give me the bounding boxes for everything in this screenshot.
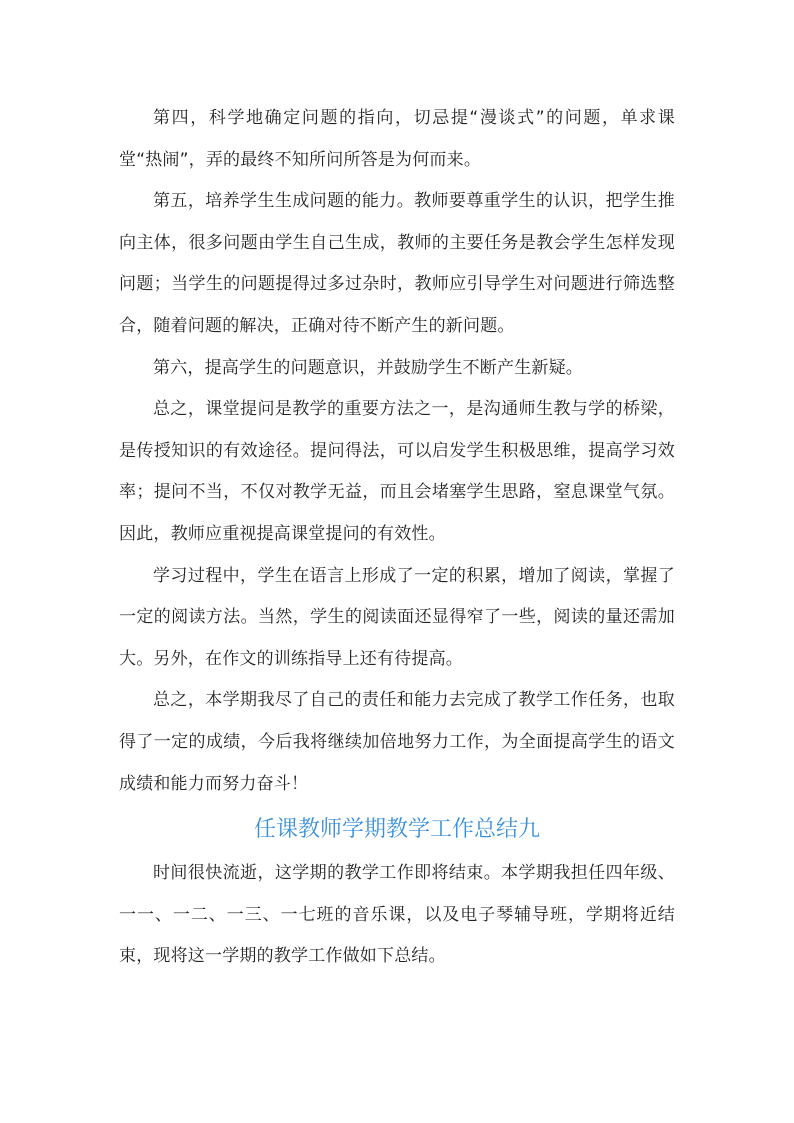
- document-page: [119, 98, 675, 978]
- paragraph-learning-process: 学习过程中，学生在语言上形成了一定的积累，增加了阅读，掌握了一定的阅读方法。当然，学生的阅读面还显得窄了一些，阅读的量还需加大。另外，在作文的训练指导上还有待提高。: [119, 565, 675, 669]
- section-heading: 任课教师学期教学工作总结九: [253, 817, 540, 843]
- paragraph-fifth: 第五，培养学生生成问题的能力。教师要尊重学生的认识，把学生推向主体，很多问题由学生自己生成，教师的主要任务是教会学生怎样发现问题；当学生的问题提得过多过杂时，教师应引导学生对问题进行筛选整合，随着问题的解决，正确对待不断产生的新问题。: [119, 191, 675, 336]
- paragraph-summary-questioning: 总之，课堂提问是教学的重要方法之一，是沟通师生教与学的桥梁，是传授知识的有效途径。提问得法，可以启发学生积极思维，提高学习效率；提问不当，不仅对教学无益，而且会堵塞学生思路，窒息课堂气氛。因此，教师应重视提高课堂提问的有效性。: [119, 399, 675, 544]
- paragraph-fourth: 第四，科学地确定问题的指向，切忌提“漫谈式”的问题，单求课堂“热闹”，弄的最终不知所问所答是为何而来。: [119, 108, 675, 170]
- paragraph-sixth: 第六，提高学生的问题意识，并鼓励学生不断产生新疑。: [153, 357, 583, 378]
- paragraph-summary-semester: 总之，本学期我尽了自己的责任和能力去完成了教学工作任务，也取得了一定的成绩，今后我将继续加倍地努力工作，为全面提高学生的语文成绩和能力而努力奋斗！: [119, 690, 675, 794]
- paragraph-intro-music: 时间很快流逝，这学期的教学工作即将结束。本学期我担任四年级、一一、一二、一三、一七班的音乐课，以及电子琴辅导班，学期将近结束，现将这一学期的教学工作做如下总结。: [119, 863, 675, 967]
